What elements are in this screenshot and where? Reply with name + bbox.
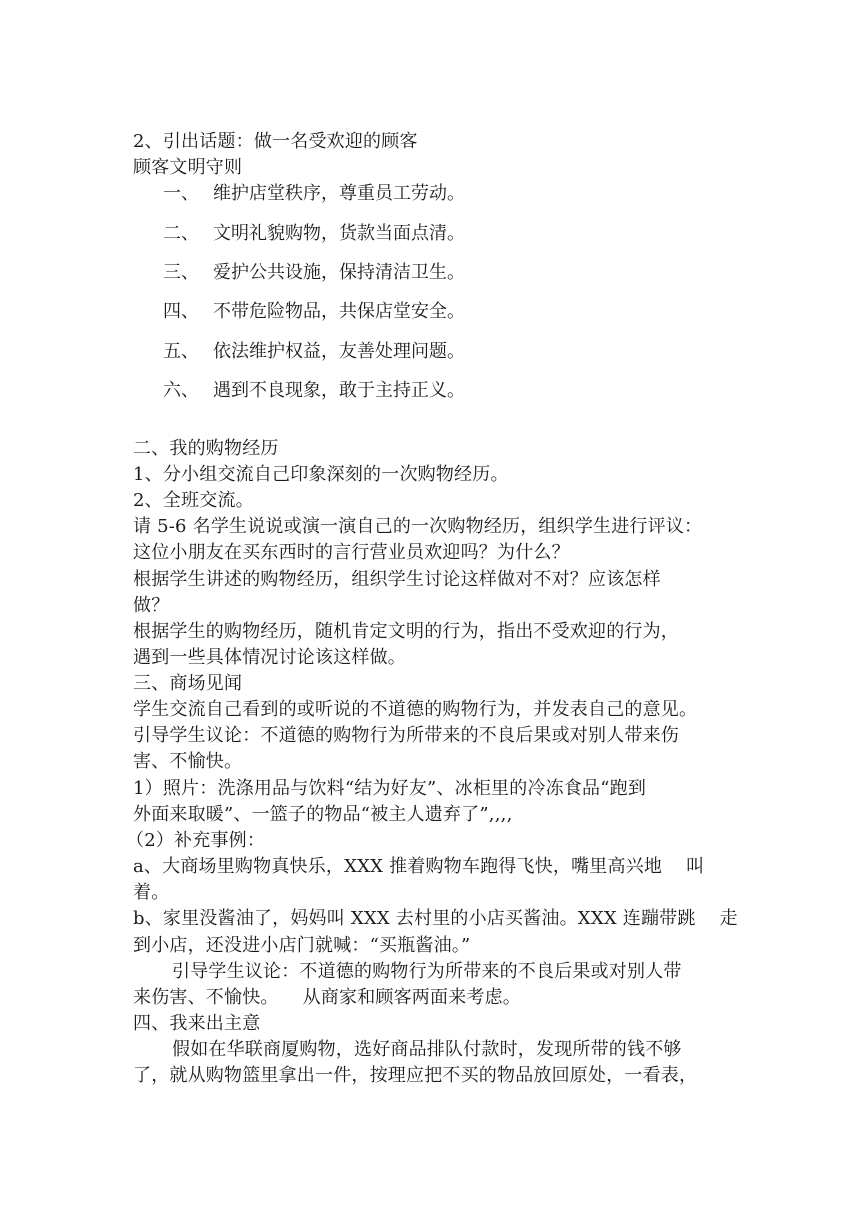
paragraph-line: 到小店，还没进小店门就喊：“买瓶酱油。” (133, 935, 471, 956)
paragraph-line: 引导学生议论：不道德的购物行为所带来的不良后果或对别人带 (172, 961, 682, 982)
paragraph-line: 遇到一些具体情况讨论该这样做。 (133, 647, 406, 668)
section-heading: 三、商场见闻 (133, 673, 243, 694)
paragraph-line: 做？ (133, 595, 170, 616)
paragraph-line: 请 5-6 名学生说说或演一演自己的一次购物经历，组织学生进行评议： (133, 516, 703, 537)
paragraph-line: 了，就从购物篮里拿出一件，按理应把不买的物品放回原处，一看表， (133, 1065, 698, 1086)
paragraph-line: 这位小朋友在买东西时的言行营业员欢迎吗？为什么？ (133, 542, 570, 563)
paragraph-line: 1、分小组交流自己印象深刻的一次购物经历。 (133, 464, 509, 485)
paragraph-line: 学生交流自己看到的或听说的不道德的购物行为，并发表自己的意见。 (133, 699, 698, 720)
paragraph-line: 1）照片：洗涤用品与饮料“结为好友”、冰柜里的冷冻食品“跑到 (133, 778, 647, 799)
topic-line: 2、引出话题：做一名受欢迎的顾客 (133, 131, 418, 152)
paragraph-line: 根据学生的购物经历，随机肯定文明的行为，指出不受欢迎的行为， (133, 621, 679, 642)
section-heading: 四、我来出主意 (133, 1013, 261, 1034)
paragraph-line: a、大商场里购物真快乐，XXX 推着购物车跑得飞快，嘴里高兴地 叫 (133, 856, 705, 877)
rule-item: 六、 遇到不良现象，敢于主持正义。 (163, 380, 465, 401)
paragraph-line: 假如在华联商厦购物，选好商品排队付款时，发现所带的钱不够 (172, 1039, 682, 1060)
rule-item: 四、 不带危险物品，共保店堂安全。 (163, 301, 465, 322)
paragraph-line: 根据学生讲述的购物经历，组织学生讨论这样做对不对？应该怎样 (133, 569, 661, 590)
paragraph-line: 着。 (133, 882, 170, 903)
rule-item: 三、 爱护公共设施，保持清洁卫生。 (163, 262, 465, 283)
rule-item: 二、 文明礼貌购物，货款当面点清。 (163, 223, 465, 244)
section-heading: 二、我的购物经历 (133, 438, 279, 459)
paragraph-line: 来伤害、不愉快。 从商家和顾客两面来考虑。 (133, 987, 522, 1008)
paragraph-line: b、家里没酱油了，妈妈叫 XXX 去村里的小店买酱油。XXX 连蹦带跳 走 (133, 908, 738, 929)
rules-title: 顾客文明守则 (133, 157, 243, 178)
paragraph-line: 引导学生议论：不道德的购物行为所带来的不良后果或对别人带来伤 (133, 725, 679, 746)
paragraph-line: 外面来取暖”、一篮子的物品“被主人遗弃了”,,,, (133, 804, 513, 825)
paragraph-line: 2、全班交流。 (133, 490, 254, 511)
paragraph-line: 害、不愉快。 (133, 751, 243, 772)
rule-item: 五、 依法维护权益，友善处理问题。 (163, 341, 465, 362)
rule-item: 一、 维护店堂秩序，尊重员工劳动。 (163, 183, 465, 204)
paragraph-line: （2）补充事例： (126, 830, 266, 851)
